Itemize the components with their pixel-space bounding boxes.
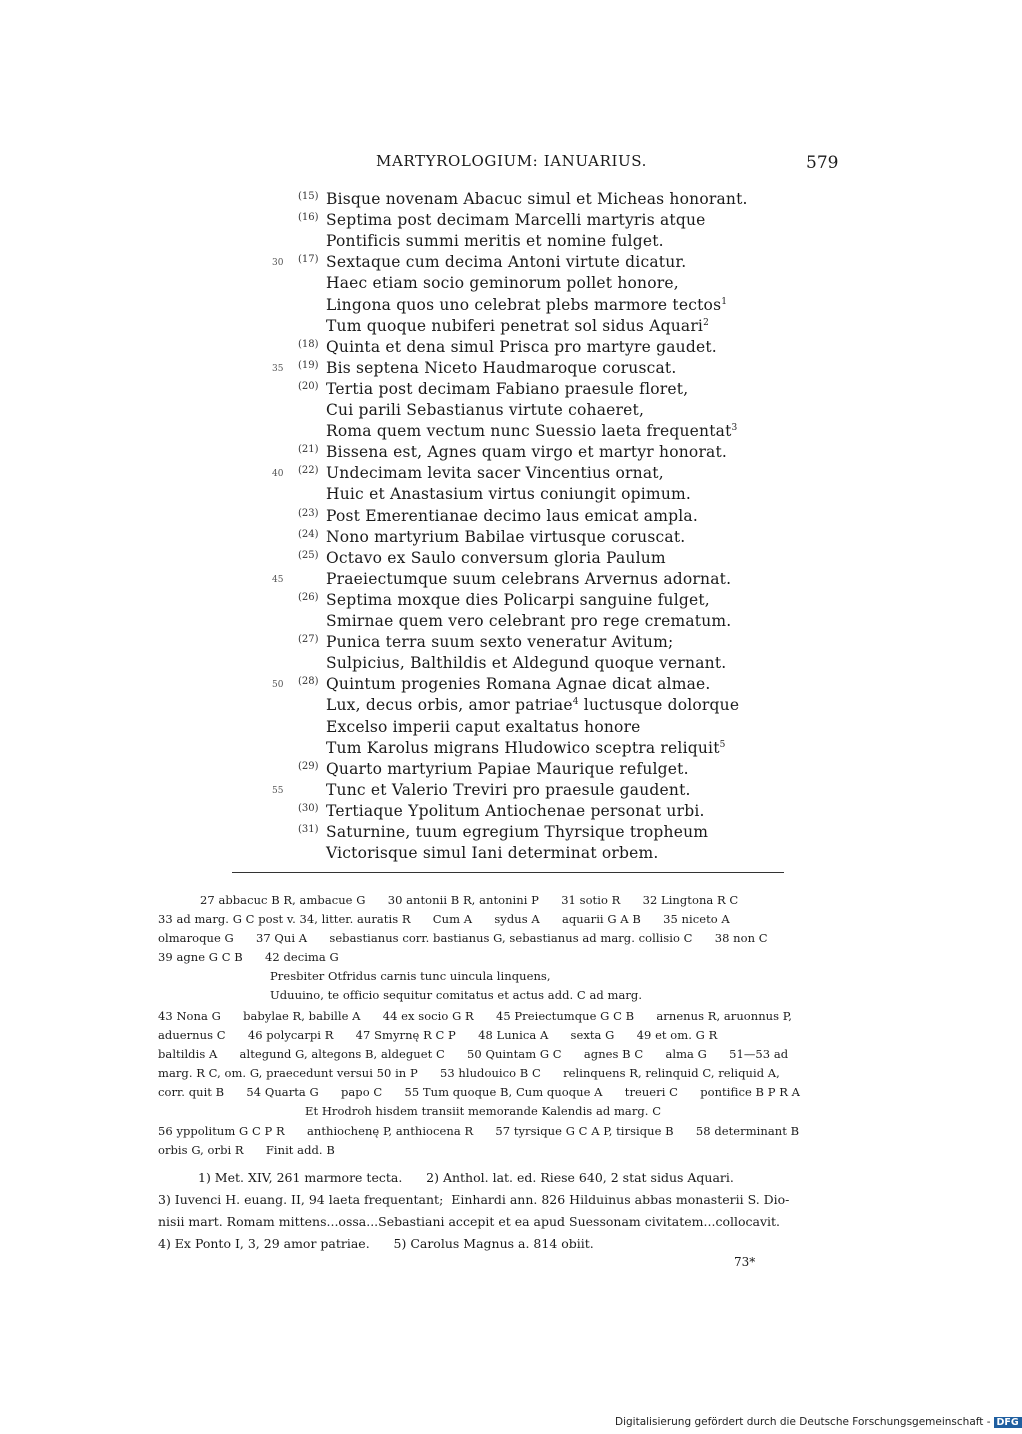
day-number: (19): [298, 359, 319, 371]
verse-text: Quinta et dena simul Prisca pro martyre gaudet.: [326, 337, 717, 356]
verse-line: [326, 211, 706, 229]
page-number: 579: [806, 153, 839, 173]
verse-text: Tum Karolus migrans Hludowico sceptra reliquit: [326, 738, 720, 757]
verse-line: [326, 380, 688, 398]
apparatus-line: 27 abbacuc B R, ambacue G 30 antonii B R, antonini P 31 sotio R 32 Lingtona R C: [200, 893, 739, 907]
apparatus-line: 39 agne G C B 42 decima G: [158, 950, 339, 964]
verse-line: [326, 253, 686, 271]
day-number: (30): [298, 802, 319, 814]
verse-line: [326, 823, 708, 841]
dfg-logo: DFG: [994, 1417, 1022, 1428]
verse-line: [326, 844, 659, 862]
dfg-footer: [615, 1416, 1022, 1428]
verse-text: Nono martyrium Babilae virtusque coruscat.: [326, 527, 686, 546]
verse-text: Bisque novenam Abacuc simul et Micheas honorant.: [326, 190, 748, 208]
footnote-ref: 4: [572, 697, 579, 708]
verse-line: [326, 739, 726, 757]
verse-text: Tum quoque nubiferi penetrat sol sidus Aquari: [326, 316, 704, 335]
apparatus-line: corr. quit B 54 Quarta G papo C 55 Tum quoque B, Cum quoque A treueri C pontifice B P R A: [158, 1085, 801, 1099]
day-number: (25): [298, 549, 319, 561]
line-number: 35: [272, 363, 284, 374]
apparatus-line: baltildis A altegund G, altegons B, aldeguet C 50 Quintam G C agnes B C alma G 51—53 ad: [158, 1047, 789, 1061]
day-number: (15): [298, 191, 319, 202]
verse-text: Tertia post decimam Fabiano praesule floret,: [326, 379, 689, 398]
footnote-ref: 3: [731, 423, 738, 434]
verse-line: [326, 570, 731, 588]
footnote-ref: 2: [703, 317, 710, 328]
footnote-ref: 5: [719, 739, 726, 750]
verse-line: [326, 654, 726, 672]
verse-line: [326, 675, 711, 693]
line-number: 30: [272, 258, 284, 269]
day-number: (31): [298, 824, 319, 835]
line-number: 40: [272, 469, 284, 480]
apparatus-line: marg. R C, om. G, praecedunt versui 50 in P 53 hludouico B C relinquens R, relinquid C, reliquid A,: [158, 1066, 780, 1080]
verse-line: [326, 591, 710, 609]
verse-text: Septima moxque dies Policarpi sanguine fulget,: [326, 590, 710, 609]
verse-line: [326, 338, 717, 356]
verse-text: Octavo ex Saulo conversum gloria Paulum: [326, 548, 666, 567]
verse-line: [326, 232, 664, 250]
verse-text: Roma quem vectum nunc Suessio laeta frequentat: [326, 422, 732, 441]
verse-text: Septima post decimam Marcelli martyris atque: [326, 211, 706, 230]
verse-text: Praeiectumque suum celebrans Arvernus adornat.: [326, 569, 732, 588]
verse-text: Tertiaque Ypolitum Antiochenae personat urbi.: [326, 801, 705, 820]
dfg-footer-text: Digitalisierung gefördert durch die Deutsche Forschungsgemeinschaft -: [615, 1416, 991, 1428]
verse-text: Lingona quos uno celebrat plebs marmore tectos: [326, 295, 722, 314]
day-number: (23): [298, 507, 319, 519]
verse-text: Pontificis summi meritis et nomine fulget.: [326, 232, 664, 251]
apparatus-line: olmaroque G 37 Qui A sebastianus corr. bastianus G, sebastianus ad marg. collisio C 38 non C: [158, 931, 768, 945]
apparatus-line: aduernus C 46 polycarpi R 47 Smyrnę R C P 48 Lunica A sexta G 49 et om. G R: [158, 1028, 718, 1042]
day-number: (22): [298, 465, 319, 477]
day-number: (17): [298, 254, 319, 266]
verse-text: Excelso imperii caput exaltatus honore: [326, 717, 641, 736]
verse-text: Saturnine, tuum egregium Thyrsique tropheum: [326, 823, 709, 841]
line-number: 55: [272, 785, 284, 796]
day-number: (18): [298, 338, 319, 350]
day-number: (16): [298, 212, 319, 224]
apparatus-line: Presbiter Otfridus carnis tunc uincula linquens,: [270, 969, 551, 983]
day-number: (21): [298, 444, 319, 456]
divider-rule: [232, 872, 784, 873]
verse-text: Victorisque simul Iani determinat orbem.: [326, 844, 659, 863]
verse-line: [326, 760, 689, 778]
day-number: (29): [298, 760, 319, 772]
verse-line: [326, 528, 685, 546]
verse-line: [326, 443, 727, 461]
day-number: (27): [298, 634, 319, 646]
verse-line: [326, 317, 709, 335]
verse-text: Quintum progenies Romana Agnae dicat almae.: [326, 675, 711, 694]
verse-text: Haec etiam socio geminorum pollet honore,: [326, 274, 679, 293]
verse-line: [326, 781, 691, 799]
day-number: (24): [298, 528, 319, 540]
apparatus-line: Uduuino, te officio sequitur comitatus et actus add. C ad marg.: [270, 988, 643, 1002]
footnote-line: 3) Iuvenci H. euang. II, 94 laeta frequentant; Einhardi ann. 826 Hilduinus abbas monasterii S. Dio-: [158, 1192, 790, 1207]
verse-line: [326, 422, 737, 440]
verse-line: [326, 696, 739, 714]
line-number: 50: [272, 680, 284, 691]
verse-text: Quarto martyrium Papiae Maurique refulget.: [326, 759, 689, 778]
verse-text: Cui parili Sebastianus virtute cohaeret,: [326, 401, 645, 419]
apparatus-line: 56 yppolitum G C P R anthiochenę P, anthiocena R 57 tyrsique G C A P, tirsique B 58 determinant B: [158, 1124, 800, 1138]
verse-text: Tunc et Valerio Treviri pro praesule gaudent.: [326, 780, 691, 799]
apparatus-line: 43 Nona G babylae R, babille A 44 ex socio G R 45 Preiectumque G C B arnenus R, aruonnus P,: [158, 1009, 792, 1023]
verse-line: [326, 190, 748, 208]
footnote-line: 1) Met. XIV, 261 marmore tecta. 2) Anthol. lat. ed. Riese 640, 2 stat sidus Aquari.: [198, 1170, 734, 1185]
verse-line: [326, 507, 698, 525]
line-number: 45: [272, 574, 284, 585]
verse-text: Post Emerentianae decimo laus emicat ampla.: [326, 506, 698, 525]
verse-line: [326, 485, 691, 503]
footnote-line: nisii mart. Romam mittens...ossa...Sebastiani accepit et ea apud Suessonam civitatem...collocavit.: [158, 1214, 781, 1229]
verse-line: [326, 718, 641, 736]
apparatus-line: Et Hrodroh hisdem transiit memorande Kalendis ad marg. C: [305, 1104, 662, 1118]
apparatus-line: 33 ad marg. G C post v. 34, litter. auratis R Cum A sydus A aquarii G A B 35 niceto A: [158, 912, 730, 926]
apparatus-line: orbis G, orbi R Finit add. B: [158, 1143, 335, 1157]
verse-text: Punica terra suum sexto veneratur Avitum;: [326, 633, 674, 652]
verse-line: [326, 296, 727, 314]
verse-line: [326, 633, 673, 651]
signature-mark: 73*: [734, 1255, 756, 1269]
verse-text: Huic et Anastasium virtus coniungit opimum.: [326, 485, 692, 504]
running-header: MARTYROLOGIUM: IANUARIUS.: [376, 152, 647, 170]
verse-line: [326, 549, 666, 567]
verse-line: [326, 401, 644, 419]
verse-line: [326, 359, 676, 377]
verse-text: Undecimam levita sacer Vincentius ornat,: [326, 464, 664, 483]
verse-text: Bis septena Niceto Haudmaroque coruscat.: [326, 358, 677, 377]
verse-line: [326, 464, 664, 482]
verse-text: Sextaque cum decima Antoni virtute dicatur.: [326, 253, 687, 272]
verse-text: Smirnae quem vero celebrant pro rege crematum.: [326, 612, 732, 630]
verse-text: Sulpicius, Balthildis et Aldegund quoque vernant.: [326, 654, 727, 673]
day-number: (26): [298, 591, 319, 603]
verse-line: [326, 612, 731, 630]
footnote-line: 4) Ex Ponto I, 3, 29 amor patriae. 5) Carolus Magnus a. 814 obiit.: [158, 1236, 594, 1251]
verse-text: Bissena est, Agnes quam virgo et martyr honorat.: [326, 443, 728, 462]
verse-text-continued: luctusque dolorque: [578, 696, 740, 715]
day-number: (28): [298, 676, 319, 688]
verse-text: Lux, decus orbis, amor patriae: [326, 696, 573, 715]
verse-line: [326, 802, 705, 820]
footnote-ref: 1: [721, 296, 728, 307]
day-number: (20): [298, 380, 319, 392]
verse-line: [326, 274, 679, 292]
